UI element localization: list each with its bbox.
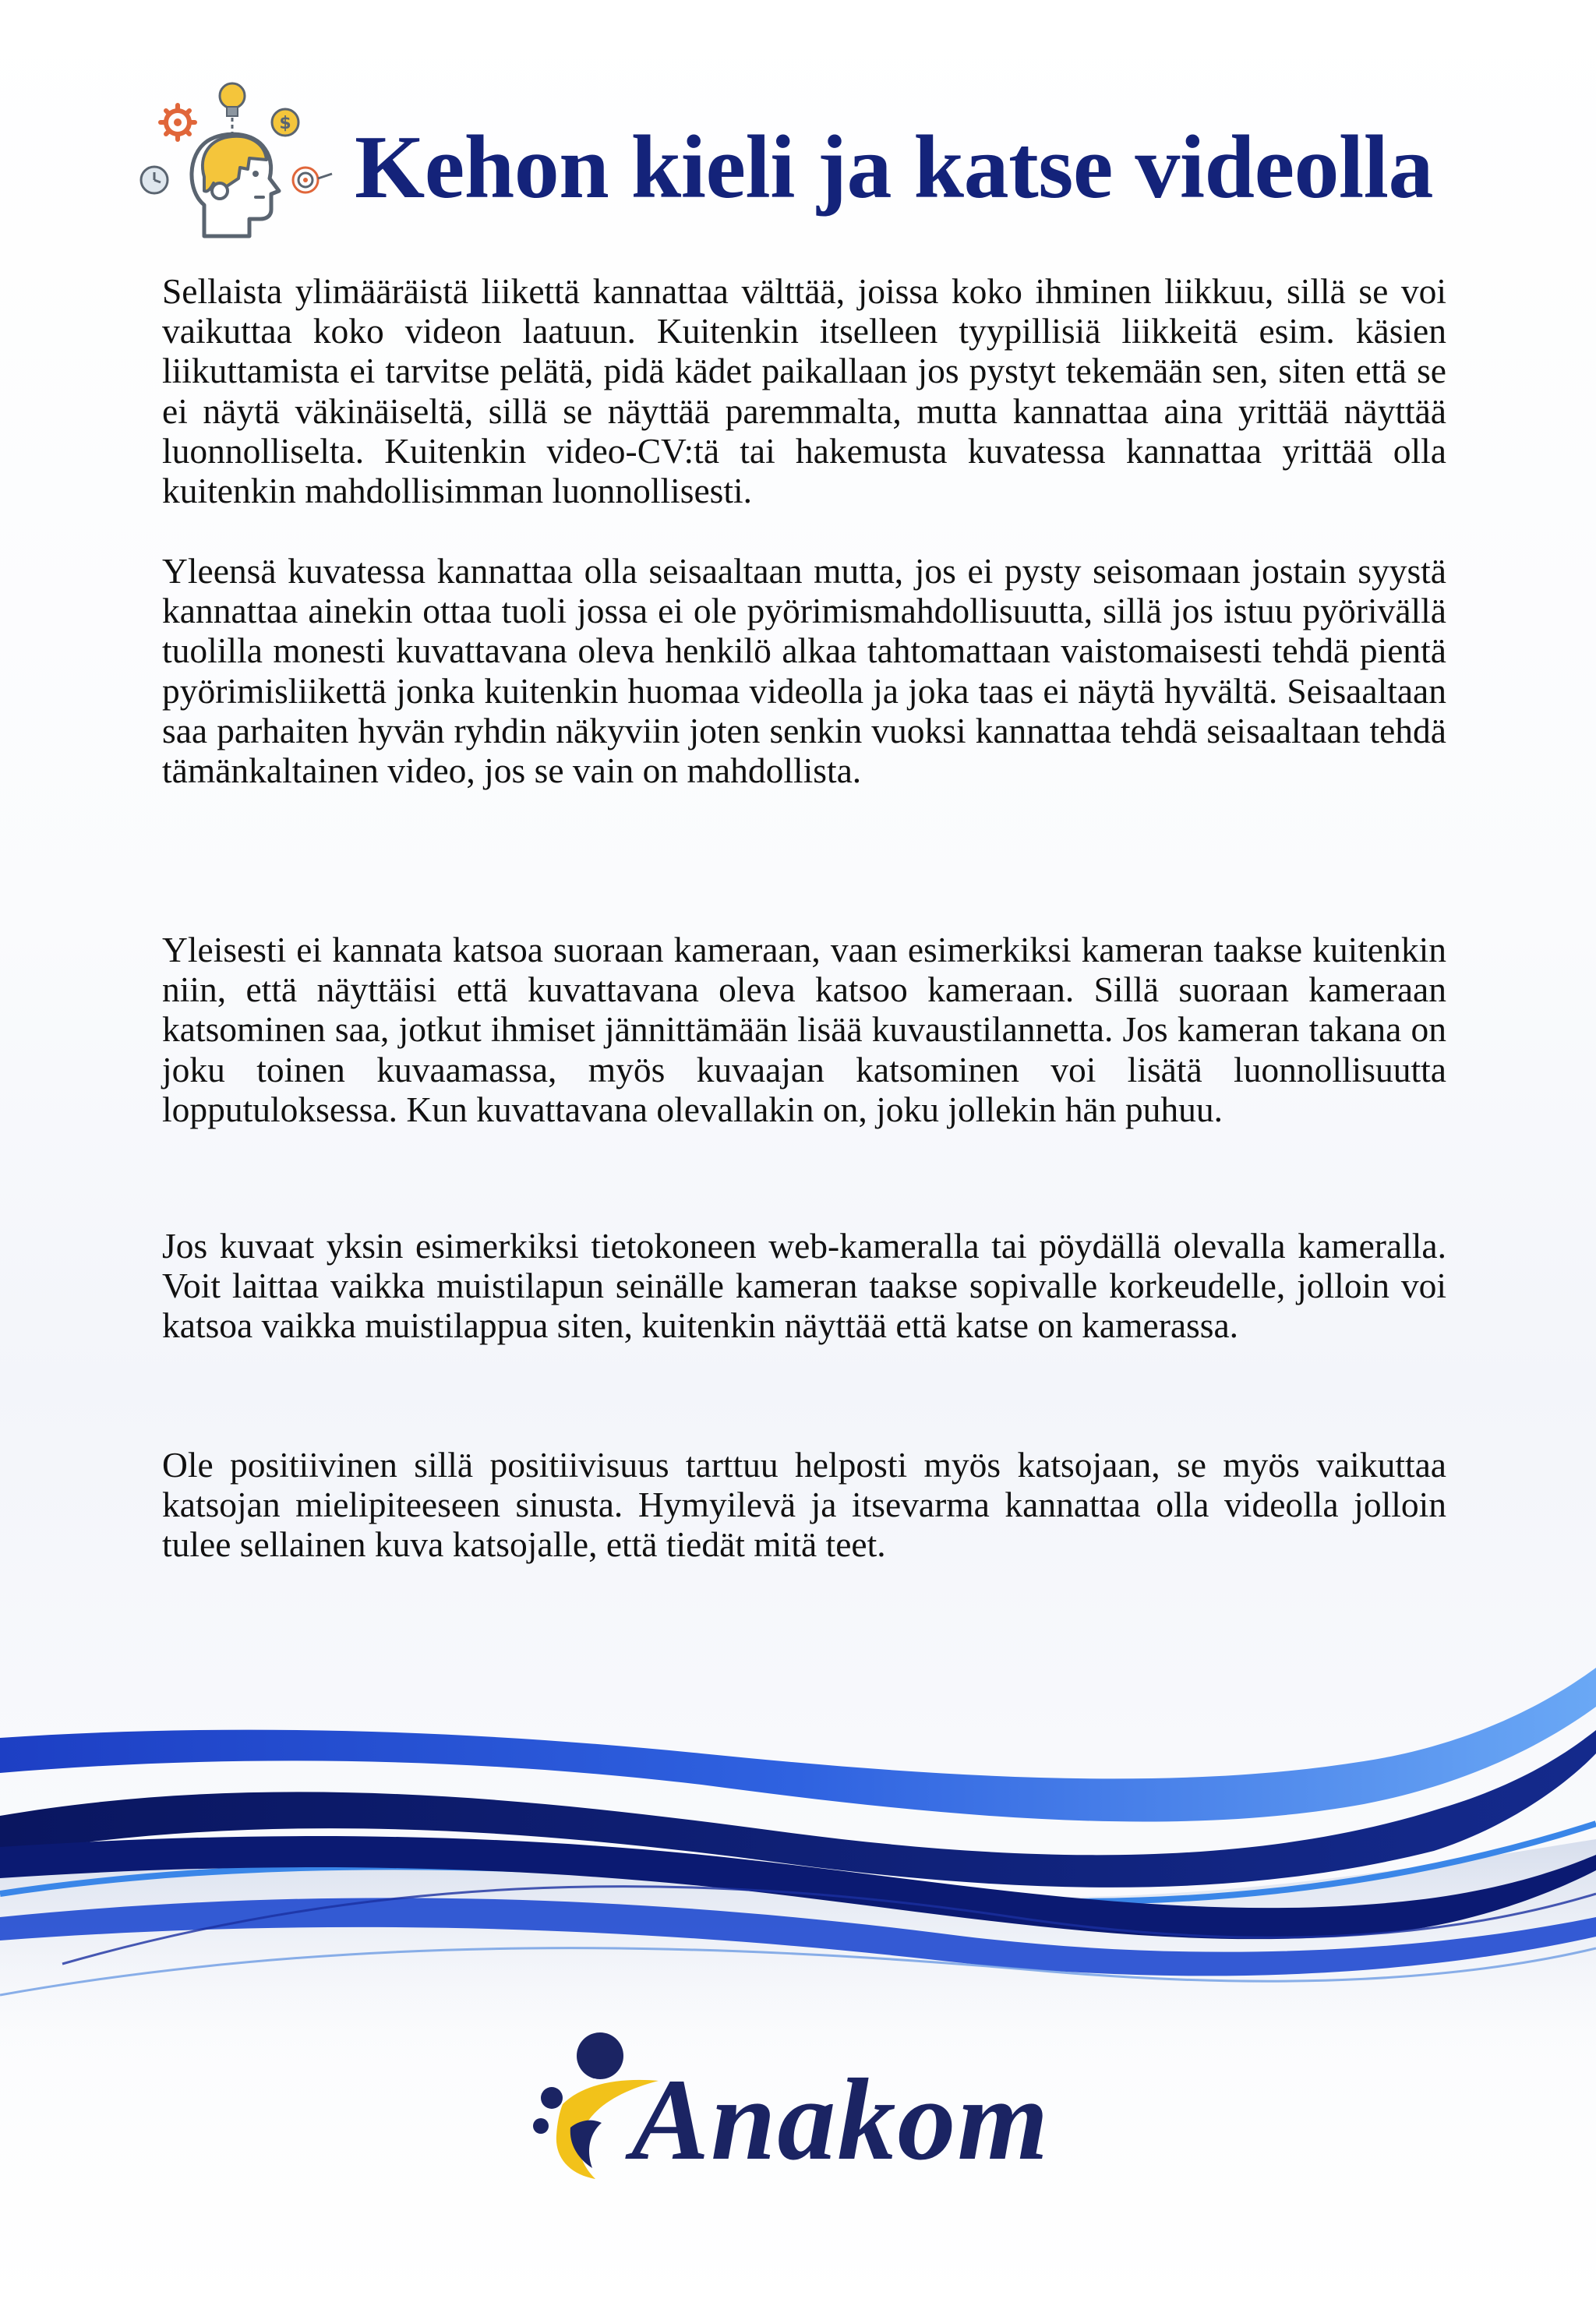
logo-text: Anakom (631, 2055, 1050, 2184)
anakom-logo (514, 2026, 1107, 2205)
paragraph-camera-gaze: Yleisesti ei kannata katsoa suoraan kameraan, vaan esimerkiksi kameran taakse kuitenkin niin, että näyttäisi että kuvattavana oleva katsoo kameraan. Sillä suoraan kameraan katsominen saa, jotkut ihmiset jännittämään lisää kuvaustilannetta. Jos kameran takana on joku toinen kuvaamassa, myös kuvaajan katsominen voi lisätä luonnollisuutta lopputuloksessa. Kun kuvattavana olevallakin on, joku jollekin hän puhuu. (162, 930, 1446, 1129)
lightbulb-icon (220, 83, 245, 138)
paragraph-sticky-note: Jos kuvaat yksin esimerkiksi tietokoneen web-kameralla tai pöydällä olevalla kameralla. Voit laittaa vaikka muistilapun seinälle kameran taakse sopivalle korkeudelle, jolloin voi katsoa vaikka muistilappua siten, kuitenkin näyttää että katse on kamerassa. (162, 1226, 1446, 1346)
gear-icon (161, 105, 195, 139)
blue-wave-ribbons (0, 1637, 1596, 2089)
page-title: Kehon kieli ja katse videolla (355, 118, 1434, 217)
page-header (132, 74, 1473, 245)
head-with-ideas-icon (132, 74, 343, 245)
paragraph-standing: Yleensä kuvatessa kannattaa olla seisaaltaan mutta, jos ei pysty seisomaan jostain syystä kannattaa ainekin ottaa tuoli jossa ei ole pyörimismahdollisuutta, sillä jos istuu pyörivällä tuolilla monesti kuvattavana oleva henkilö alkaa tahtomattaan vaistomaisesti tehdä pientä pyörimisliikettä jonka kuitenkin huomaa videolla ja joka taas ei näytä hyvältä. Seisaaltaan saa parhaiten hyvän ryhdin näkyviin joten senkin vuoksi kannattaa tehdä seisaaltaan tehdä tämänkaltainen video, jos se vain on mahdollista. (162, 551, 1446, 791)
head-profile-icon (192, 134, 279, 236)
paragraph-movement: Sellaista ylimääräistä liikettä kannattaa välttää, joissa koko ihminen liikkuu, sillä se voi vaikuttaa koko videon laatuun. Kuitenkin itselleen tyypillisiä liikkeitä esim. käsien liikuttamista ei tarvitse pelätä, pidä kädet paikallaan jos pystyt tekemään sen, siten että se ei näytä väkinäiseltä, sillä se näyttää paremmalta, mutta kannattaa aina yrittää näyttää luonnolliselta. Kuitenkin video-CV:tä tai hakemusta kuvatessa kannattaa yrittää olla kuitenkin mahdollisimman luonnollisesti. (162, 271, 1446, 511)
clock-icon (141, 167, 168, 193)
target-icon (293, 168, 332, 192)
paragraph-positive: Ole positiivinen sillä positiivisuus tarttuu helposti myös katsojaan, se myös vaikuttaa katsojan mielipiteeseen sinusta. Hymyilevä ja itsevarma kannattaa olla videolla jolloin tulee sellainen kuva katsojalle, että tiedät mitä teet. (162, 1445, 1446, 1565)
article-body (162, 271, 1446, 1565)
coin-icon (272, 109, 298, 136)
svg-text:$: $ (279, 114, 291, 133)
